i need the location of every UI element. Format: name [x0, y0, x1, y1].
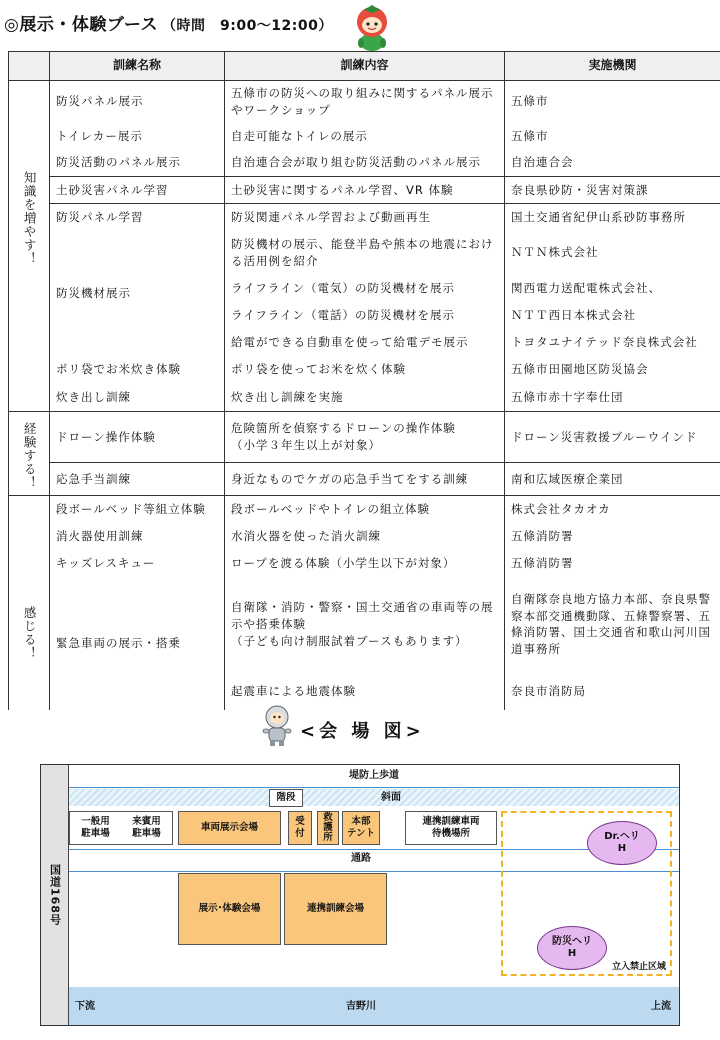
- parking-area: [69, 811, 173, 845]
- table-row: [9, 549, 720, 576]
- table-header-row: [9, 52, 720, 81]
- row-content: 自衛隊・消防・警察・国土交通省の車両等の展示や搭乗体験 （子ども向け制服試着ブースもあります）: [225, 576, 505, 672]
- row-name: 応急手当訓練: [50, 463, 225, 496]
- exhibit-venue: 展示･体験会場: [178, 873, 281, 945]
- section-time: （時間 9:00～12:00）: [161, 18, 333, 34]
- row-name: 防災機材展示: [50, 231, 225, 356]
- row-content: 水消火器を使った消火訓練: [225, 522, 505, 549]
- levee-walkway: 堤防上歩道: [349, 770, 399, 781]
- table-row: [9, 204, 720, 231]
- row-content: ポリ袋を使ってお米を炊く体験: [225, 356, 505, 384]
- downstream-label: 下流: [75, 1001, 95, 1012]
- parking-guest: 来賓用 駐車場: [132, 816, 161, 839]
- row-name: トイレカー展示: [50, 123, 225, 150]
- row-name: 防災活動のパネル展示: [50, 150, 225, 177]
- table-row: [9, 81, 720, 123]
- no-entry-label: 立入禁止区域: [611, 962, 666, 972]
- program-table: [8, 51, 720, 710]
- parking-general: 一般用 駐車場: [81, 816, 110, 839]
- table-row: [9, 522, 720, 549]
- row-content: 起震車による地震体験: [225, 672, 505, 710]
- row-org: 南和広域医療企業団: [505, 463, 720, 496]
- category-feel: 感じる！: [9, 495, 50, 710]
- first-aid-station: 救 護 所: [317, 811, 339, 845]
- bousai-heli-pad: 防災ヘリ H: [537, 926, 607, 970]
- levee-line: [69, 787, 679, 788]
- row-org: トヨタユナイテッド奈良株式会社: [505, 329, 720, 356]
- row-content: 給電ができる自動車を使って給電デモ展示: [225, 329, 505, 356]
- table-row: [9, 123, 720, 150]
- row-org: 国土交通省紀伊山系砂防事務所: [505, 204, 720, 231]
- reception: 受 付: [288, 811, 312, 845]
- row-org: ＮＴＮ株式会社: [505, 231, 720, 275]
- row-org: 五條市: [505, 123, 720, 150]
- header-category: [9, 52, 50, 81]
- table-row: [9, 150, 720, 177]
- row-content: 身近なものでケガの応急手当てをする訓練: [225, 463, 505, 496]
- row-content: 防災関連パネル学習および動画再生: [225, 204, 505, 231]
- street-label: 通路: [351, 853, 371, 864]
- row-content: 自治連合会が取り組む防災活動のパネル展示: [225, 150, 505, 177]
- venue-map: [40, 764, 680, 1026]
- row-content: ライフライン（電話）の防災機材を展示: [225, 302, 505, 329]
- row-org: 奈良市消防局: [505, 672, 720, 710]
- row-content: 炊き出し訓練を実施: [225, 384, 505, 412]
- table-row: [9, 412, 720, 463]
- row-name: 炊き出し訓練: [50, 384, 225, 412]
- row-content: 危険箇所を偵察するドローンの操作体験 （小学３年生以上が対象）: [225, 412, 505, 463]
- table-row: [9, 231, 720, 275]
- row-org: 五條消防署: [505, 549, 720, 576]
- row-content: ライフライン（電気）の防災機材を展示: [225, 275, 505, 302]
- row-content: 段ボールベッドやトイレの組立体験: [225, 495, 505, 522]
- row-name: ポリ袋でお米炊き体験: [50, 356, 225, 384]
- row-content: 五條市の防災への取り組みに関するパネル展示やワークショップ: [225, 81, 505, 123]
- stairs: 階段: [269, 789, 303, 807]
- header-content: 訓練内容: [225, 52, 505, 81]
- vehicle-exhibit-area: 車両展示会場: [178, 811, 281, 845]
- row-name: キッズレスキュー: [50, 549, 225, 576]
- row-name: 段ボールベッド等組立体験: [50, 495, 225, 522]
- row-org: 株式会社タカオカ: [505, 495, 720, 522]
- category-knowledge: 知識を増やす！: [9, 81, 50, 412]
- section-title: ◎展示・体験ブース: [4, 15, 158, 35]
- upstream-label: 上流: [651, 1001, 671, 1012]
- row-name: 防災パネル展示: [50, 81, 225, 123]
- row-org: 五條消防署: [505, 522, 720, 549]
- section-heading: [4, 10, 333, 35]
- row-name: 土砂災害パネル学習: [50, 177, 225, 204]
- row-org: 五條市田園地区防災協会: [505, 356, 720, 384]
- row-org: ドローン災害救援ブルーウインド: [505, 412, 720, 463]
- table-row: [9, 177, 720, 204]
- header-name: 訓練名称: [50, 52, 225, 81]
- category-experience: 経験する！: [9, 412, 50, 496]
- training-venue: 連携訓練会場: [284, 873, 387, 945]
- row-name: 消火器使用訓練: [50, 522, 225, 549]
- table-row: [9, 384, 720, 412]
- national-road: 国道168号: [41, 765, 69, 1025]
- row-org: ＮＴＴ西日本株式会社: [505, 302, 720, 329]
- vehicle-standby-area: 連携訓練車両 待機場所: [405, 811, 497, 845]
- row-org: 自衛隊奈良地方協力本部、奈良県警察本部交通機動隊、五條警察署、五條消防署、国土交通省和歌山河川国道事務所: [505, 576, 720, 672]
- header-org: 実施機関: [505, 52, 720, 81]
- row-name: 緊急車両の展示・搭乗: [50, 576, 225, 710]
- river-label: 吉野川: [346, 1001, 376, 1012]
- row-content: ロープを渡る体験（小学生以下が対象）: [225, 549, 505, 576]
- table-row: [9, 463, 720, 496]
- row-content: 土砂災害に関するパネル学習、VR 体験: [225, 177, 505, 204]
- row-org: 関西電力送配電株式会社、: [505, 275, 720, 302]
- dr-heli-pad: Dr.ヘリ H: [587, 821, 657, 865]
- hq-tent: 本部 テント: [342, 811, 380, 845]
- row-org: 奈良県砂防・災害対策課: [505, 177, 720, 204]
- table-row: [9, 576, 720, 672]
- slope-label: 斜面: [381, 792, 401, 803]
- table-row: [9, 356, 720, 384]
- row-content: 防災機材の展示、能登半島や熊本の地震における活用例を紹介: [225, 231, 505, 275]
- row-org: 自治連合会: [505, 150, 720, 177]
- row-name: 防災パネル学習: [50, 204, 225, 231]
- row-content: 自走可能なトイレの展示: [225, 123, 505, 150]
- table-row: [9, 495, 720, 522]
- mascot-icon: [260, 703, 294, 747]
- row-org: 五條市: [505, 81, 720, 123]
- row-name: ドローン操作体験: [50, 412, 225, 463]
- row-org: 五條市赤十字奉仕団: [505, 384, 720, 412]
- tomato-mascot-icon: [352, 2, 392, 52]
